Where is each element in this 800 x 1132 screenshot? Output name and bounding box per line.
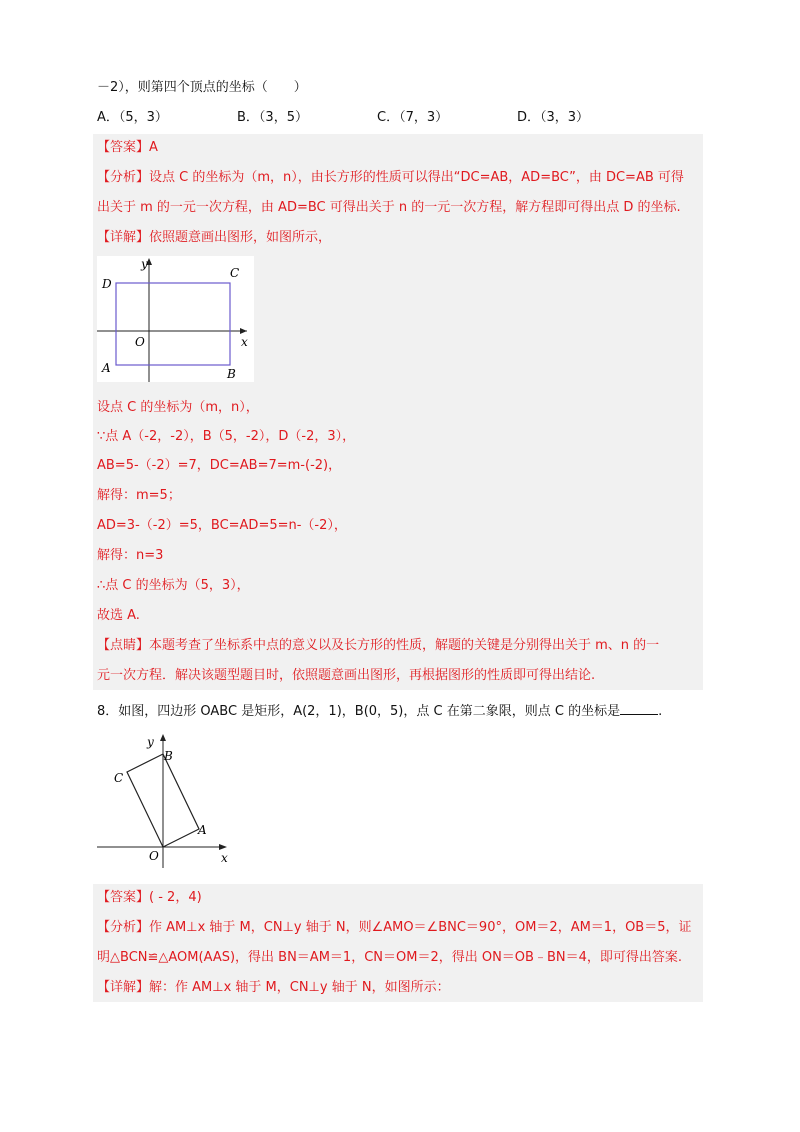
q8-fig-label-y: y (147, 735, 154, 749)
q7-fig-label-x: x (241, 335, 248, 349)
q7-fig-label-a: A (102, 361, 111, 375)
q8-fig-label-c: C (114, 771, 124, 785)
q7-option-b: B．（3，5） (237, 110, 308, 125)
q7-comment-line1: 【点睛】本题考查了坐标系中点的意义以及长方形的性质，解题的关键是分别得出关于 m、n 的一 (97, 638, 660, 653)
q8-stem: 8．如图，四边形 OABC 是矩形，A(2，1)，B(0，5)，点 C 在第二象限，则点 C 的坐标是 . (97, 700, 662, 722)
q7-comment-line2: 元一次方程．解决该题型题目时，依照题意画出图形，再根据图形的性质即可得出结论. (97, 668, 596, 683)
q7-answer: 【答案】A (97, 140, 158, 155)
q7-option-c: C．（7，3） (377, 110, 449, 125)
q8-answer-blank (620, 700, 658, 715)
q7-step-3: AB=5-（-2）=7，DC=AB=7=m-(-2)， (97, 458, 342, 473)
q7-fig-label-o: O (135, 335, 145, 349)
q7-analysis-line1: 【分析】设点 C 的坐标为（m，n），由长方形的性质可以得出“DC=AB，AD=BC”，由 DC=AB 可得 (97, 170, 684, 185)
q8-rectangle-figure (97, 726, 237, 868)
q7-step-6: 解得：n=3 (97, 548, 164, 563)
q7-step-2: ∵点 A（-2，-2），B（5，-2），D（-2，3）， (97, 429, 356, 444)
q8-detail: 【详解】解：作 AM⊥x 轴于 M，CN⊥y 轴于 N，如图所示： (97, 980, 450, 995)
q7-step-1: 设点 C 的坐标为（m，n）， (97, 400, 259, 415)
q7-option-a: A．（5，3） (97, 110, 168, 125)
q7-fig-label-b: B (227, 367, 236, 381)
q7-step-5: AD=3-（-2）=5，BC=AD=5=n-（-2）， (97, 518, 347, 533)
q7-step-8: 故选 A. (97, 608, 140, 623)
q7-fig-label-c: C (230, 266, 240, 280)
q8-answer: 【答案】( - 2，4) (97, 890, 202, 905)
q8-fig-label-x: x (221, 851, 228, 865)
q7-step-7: ∴点 C 的坐标为（5，3）， (97, 578, 250, 593)
q8-analysis-line1: 【分析】作 AM⊥x 轴于 M，CN⊥y 轴于 N，则∠AMO＝∠BNC＝90°，OM＝2，AM＝1，OB＝5，证 (97, 920, 692, 935)
q7-step-4: 解得：m=5； (97, 488, 181, 503)
q7-stem-tail: －2），则第四个顶点的坐标（ ） (97, 80, 307, 95)
q8-fig-label-a: A (198, 823, 207, 837)
q7-fig-label-d: D (102, 277, 112, 291)
q8-analysis-line2: 明△BCN≌△AOM(AAS)，得出 BN＝AM＝1，CN＝OM＝2，得出 ON＝OB﹣BN＝4，即可得出答案. (97, 950, 683, 965)
q7-fig-label-y: y (141, 257, 148, 271)
q7-analysis-line2: 出关于 m 的一元一次方程，由 AD=BC 可得出关于 n 的一元一次方程，解方程即可得出点 D 的坐标. (97, 200, 681, 215)
q7-detail-intro: 【详解】依照题意画出图形，如图所示， (97, 230, 332, 245)
q7-option-d: D．（3，3） (517, 110, 590, 125)
q8-fig-label-o: O (149, 849, 159, 863)
q8-fig-label-b: B (164, 749, 173, 763)
q7-rectangle-figure (97, 256, 254, 382)
